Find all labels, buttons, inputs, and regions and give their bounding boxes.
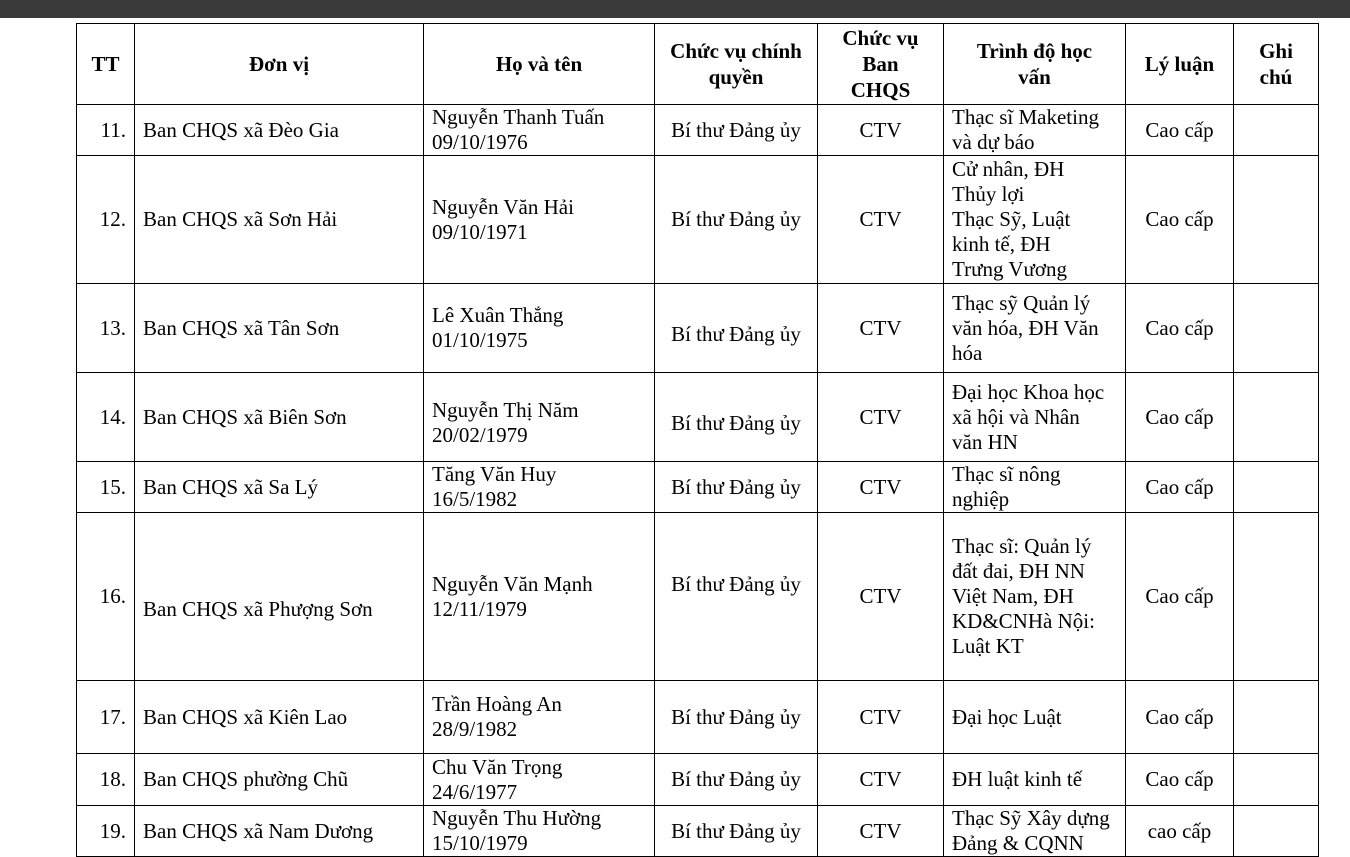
table-row [77,156,1319,284]
name-cell [424,373,655,462]
theory-cell: Cao cấp [1126,513,1234,681]
unit-cell: Ban CHQS xã Nam Dương [135,806,424,857]
table-row [77,284,1319,373]
header-tt: TT [77,24,135,105]
theory-cell: cao cấp [1126,806,1234,857]
person-name: Nguyễn Thị Năm [432,398,579,422]
education-cell [944,284,1126,373]
education-line: Đại học Khoa học [952,379,1105,404]
education-line: văn HN [952,429,1018,454]
row-number: 16. [77,513,135,681]
note-cell [1234,156,1319,284]
header-education: Trình độ học vấn [944,24,1126,105]
education-line: Thạc Sỹ Xây dựng [952,806,1110,830]
theory-cell: Cao cấp [1126,156,1234,284]
chqs-position-cell: CTV [818,373,944,462]
table-row [77,105,1319,156]
header-unit: Đơn vị [135,24,424,105]
name-cell [424,284,655,373]
person-name: Tăng Văn Huy [432,462,557,486]
education-cell [944,806,1126,857]
person-name: Trần Hoàng An [432,692,562,716]
person-name: Nguyễn Thu Hường [432,806,602,830]
name-cell [424,754,655,806]
chqs-position-cell: CTV [818,681,944,754]
table-row [77,373,1319,462]
education-line: Đại học Luật [952,704,1062,729]
education-line: Đảng & CQNN [952,831,1084,855]
theory-cell: Cao cấp [1126,373,1234,462]
row-number: 17. [77,681,135,754]
row-number: 14. [77,373,135,462]
person-name: Chu Văn Trọng [432,754,563,779]
gov-position-cell: Bí thư Đảng ủy [655,284,818,373]
row-number: 18. [77,754,135,806]
note-cell [1234,105,1319,156]
note-cell [1234,754,1319,806]
education-line: hóa [952,340,983,365]
table-row [77,806,1319,857]
education-cell [944,156,1126,284]
education-line: ĐH luật kinh tế [952,767,1083,791]
header-theory: Lý luận [1126,24,1234,105]
header-note: Ghi chú [1234,24,1319,105]
chqs-position-cell: CTV [818,105,944,156]
person-name: Nguyễn Thanh Tuấn [432,105,605,129]
education-line: văn hóa, ĐH Văn [952,315,1099,340]
gov-position-cell: Bí thư Đảng ủy [655,754,818,806]
name-cell [424,681,655,754]
education-cell [944,105,1126,156]
note-cell [1234,462,1319,513]
theory-cell: Cao cấp [1126,754,1234,806]
person-dob: 15/10/1979 [432,831,528,855]
unit-cell: Ban CHQS xã Sa Lý [135,462,424,513]
window-top-bar [0,0,1350,18]
gov-position-cell: Bí thư Đảng ủy [655,105,818,156]
person-name: Lê Xuân Thắng [432,303,564,327]
name-cell [424,105,655,156]
person-dob: 24/6/1977 [432,779,518,804]
education-line: Cử nhân, ĐH [952,157,1065,181]
person-dob: 28/9/1982 [432,717,518,741]
theory-cell: Cao cấp [1126,462,1234,513]
education-line: Việt Nam, ĐH [952,584,1074,608]
chqs-position-cell: CTV [818,754,944,806]
person-name: Nguyễn Văn Hải [432,194,574,219]
education-cell [944,754,1126,806]
education-line: kinh tế, ĐH [952,232,1051,256]
education-line: và dự báo [952,130,1035,154]
row-number: 11. [77,105,135,156]
person-dob: 20/02/1979 [432,423,528,447]
education-line: xã hội và Nhân [952,404,1080,429]
person-name: Nguyễn Văn Mạnh [432,571,593,596]
gov-position-cell: Bí thư Đảng ủy [655,513,818,681]
header-gov-position: Chức vụ chính quyền [655,24,818,105]
chqs-position-cell: CTV [818,156,944,284]
table-row [77,513,1319,681]
unit-cell: Ban CHQS phường Chũ [135,754,424,806]
unit-cell: Ban CHQS xã Tân Sơn [135,284,424,373]
gov-position-cell: Bí thư Đảng ủy [655,806,818,857]
unit-cell: Ban CHQS xã Kiên Lao [135,681,424,754]
name-cell [424,513,655,681]
note-cell [1234,284,1319,373]
chqs-position-cell: CTV [818,806,944,857]
person-dob: 09/10/1971 [432,219,528,244]
education-line: Thạc sĩ: Quản lý [952,534,1092,558]
person-dob: 09/10/1976 [432,130,528,154]
education-line: Thủy lợi [952,182,1025,206]
note-cell [1234,513,1319,681]
education-line: Thạc Sỹ, Luật [952,207,1071,231]
education-line: Luật KT [952,634,1024,658]
name-cell [424,806,655,857]
gov-position-cell: Bí thư Đảng ủy [655,681,818,754]
education-line: Thạc sĩ Maketing [952,105,1099,129]
gov-position-cell: Bí thư Đảng ủy [655,373,818,462]
theory-cell: Cao cấp [1126,681,1234,754]
name-cell [424,462,655,513]
row-number: 13. [77,284,135,373]
theory-cell: Cao cấp [1126,284,1234,373]
gov-position-cell: Bí thư Đảng ủy [655,462,818,513]
row-number: 12. [77,156,135,284]
table-row [77,754,1319,806]
chqs-position-cell: CTV [818,513,944,681]
row-number: 19. [77,806,135,857]
header-row [77,24,1319,105]
note-cell [1234,806,1319,857]
education-cell [944,373,1126,462]
education-cell [944,681,1126,754]
header-chqs-position: Chức vụ Ban CHQS [818,24,944,105]
chqs-position-cell: CTV [818,284,944,373]
note-cell [1234,681,1319,754]
education-line: Trưng Vương [952,257,1067,281]
education-line: Thạc sĩ nông [952,462,1061,486]
unit-cell: Ban CHQS xã Phượng Sơn [135,513,424,681]
unit-cell: Ban CHQS xã Sơn Hải [135,156,424,284]
person-dob: 16/5/1982 [432,487,518,511]
gov-position-cell: Bí thư Đảng ủy [655,156,818,284]
unit-cell: Ban CHQS xã Biên Sơn [135,373,424,462]
education-cell [944,513,1126,681]
person-dob: 12/11/1979 [432,596,527,621]
education-cell [944,462,1126,513]
education-line: nghiệp [952,487,1010,511]
row-number: 15. [77,462,135,513]
theory-cell: Cao cấp [1126,105,1234,156]
name-cell [424,156,655,284]
header-name: Họ và tên [424,24,655,105]
personnel-table [76,23,1319,857]
education-line: đất đai, ĐH NN [952,559,1085,583]
education-line: KD&CNHà Nội: [952,609,1095,633]
note-cell [1234,373,1319,462]
person-dob: 01/10/1975 [432,328,528,352]
table-row [77,681,1319,754]
chqs-position-cell: CTV [818,462,944,513]
unit-cell: Ban CHQS xã Đèo Gia [135,105,424,156]
education-line: Thạc sỹ Quản lý [952,290,1091,315]
table-row [77,462,1319,513]
